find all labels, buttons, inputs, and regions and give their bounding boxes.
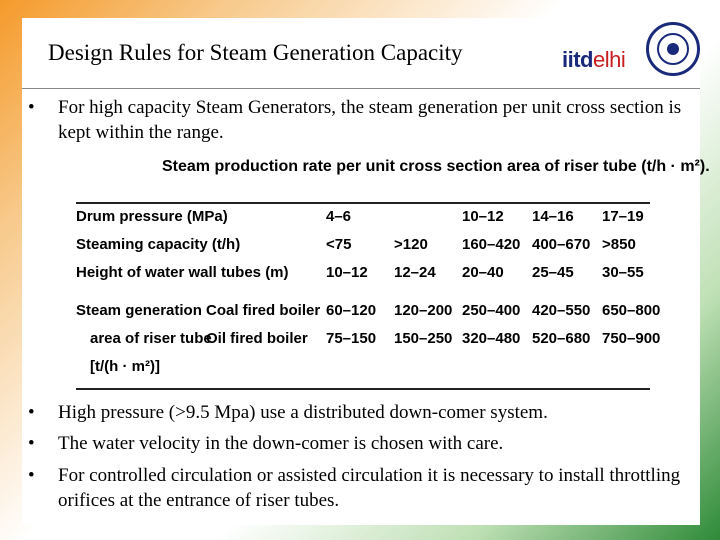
table-caption: Steam production rate per unit cross section area of riser tube (t/h · m²). bbox=[162, 158, 710, 175]
bullet-dot: • bbox=[28, 97, 35, 118]
table-cell: 20–40 bbox=[462, 264, 504, 281]
table-cell: 400–670 bbox=[532, 236, 591, 253]
bullet-item bbox=[28, 431, 688, 457]
table-cell: 750–900 bbox=[602, 330, 661, 347]
steam-rate-table bbox=[76, 158, 710, 396]
page-title: Design Rules for Steam Generation Capacity bbox=[48, 40, 463, 65]
row-label: Drum pressure (MPa) bbox=[76, 208, 228, 225]
table-cell: 650–800 bbox=[602, 302, 661, 319]
row-sublabel: Coal fired boiler bbox=[206, 302, 321, 319]
table-cell: 4–6 bbox=[326, 208, 352, 225]
row-sublabel: Oil fired boiler bbox=[206, 330, 308, 347]
logo-part-1: iitd bbox=[562, 47, 593, 72]
table-cell: >850 bbox=[602, 236, 636, 253]
row-label: [t/(h · m²)] bbox=[90, 358, 160, 375]
table-cell: 60–120 bbox=[326, 302, 377, 319]
table-cell: 150–250 bbox=[394, 330, 453, 347]
logo-part-2: elhi bbox=[593, 47, 626, 72]
table-top-rule bbox=[76, 202, 650, 204]
bullet-item bbox=[28, 463, 688, 517]
table-cell: 17–19 bbox=[602, 208, 644, 225]
table-cell: 10–12 bbox=[462, 208, 504, 225]
table-cell: 10–12 bbox=[326, 264, 368, 281]
table-cell: 25–45 bbox=[532, 264, 574, 281]
table-cell: <75 bbox=[326, 236, 352, 253]
bullet-dot: • bbox=[28, 402, 35, 423]
bullet-text: For controlled circulation or assisted circulation it is necessary to install throttling orifices at the entrance of riser tubes. bbox=[58, 465, 681, 511]
row-label: Steam generation bbox=[76, 302, 202, 319]
seal-core bbox=[667, 43, 679, 55]
slide bbox=[22, 18, 710, 525]
iitd-logo bbox=[562, 47, 625, 73]
table-cell: 250–400 bbox=[462, 302, 521, 319]
bullet-text: The water velocity in the down-comer is chosen with care. bbox=[58, 433, 504, 454]
row-label: area of riser tube bbox=[90, 330, 212, 347]
table-cell: 30–55 bbox=[602, 264, 644, 281]
table-cell: 12–24 bbox=[394, 264, 436, 281]
bullet-text: High pressure (>9.5 Mpa) use a distributed down-comer system. bbox=[58, 402, 548, 423]
row-label: Steaming capacity (t/h) bbox=[76, 236, 241, 253]
table-cell: 420–550 bbox=[532, 302, 591, 319]
table-cell: 320–480 bbox=[462, 330, 521, 347]
iit-delhi-seal-icon bbox=[646, 22, 700, 76]
bullet-item bbox=[28, 400, 688, 426]
bullet-text: For high capacity Steam Generators, the steam generation per unit cross section is kept within the range. bbox=[58, 97, 682, 143]
row-label: Height of water wall tubes (m) bbox=[76, 264, 289, 281]
seal-ring bbox=[657, 33, 689, 65]
table-cell: >120 bbox=[394, 236, 428, 253]
table-cell: 14–16 bbox=[532, 208, 574, 225]
table-cell: 160–420 bbox=[462, 236, 521, 253]
table-cell: 120–200 bbox=[394, 302, 453, 319]
bullet-item bbox=[28, 95, 688, 147]
table-bottom-rule bbox=[76, 388, 650, 390]
bullet-dot: • bbox=[28, 465, 35, 486]
table-cell: 520–680 bbox=[532, 330, 591, 347]
title-divider bbox=[22, 88, 700, 89]
table-cell: 75–150 bbox=[326, 330, 377, 347]
bullet-dot: • bbox=[28, 433, 35, 454]
